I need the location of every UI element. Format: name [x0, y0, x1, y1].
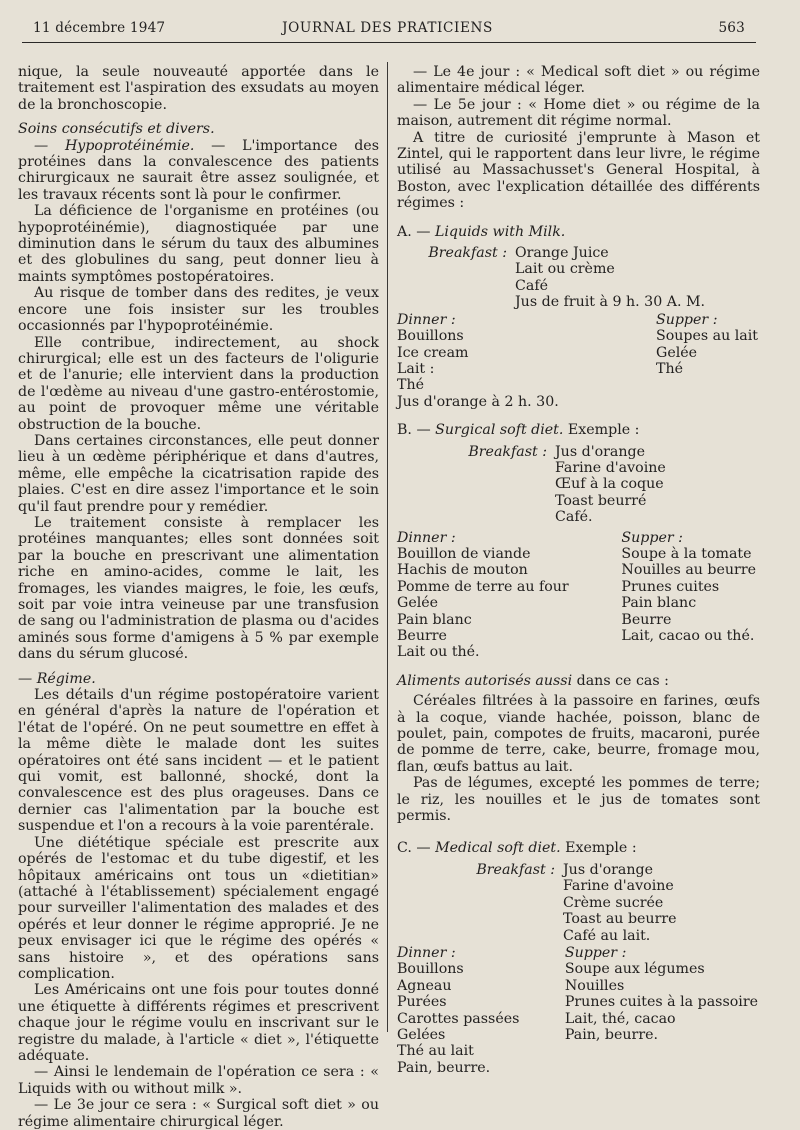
menu-item: Pain blanc	[621, 595, 697, 612]
subsection-title-text: — Régime.	[18, 670, 96, 687]
menu-item: Farine d'avoine	[563, 878, 674, 895]
menu-item: Jus de fruit à 9 h. 30 A. M.	[515, 294, 706, 311]
menu-item: Pain, beurre.	[397, 1059, 491, 1076]
section-label: B. —	[397, 422, 431, 439]
journal-title: JOURNAL DES PRATICIENS	[282, 20, 493, 36]
paragraph: — Le 4e jour : « Medical soft diet » ou régime alimentaire médical léger.	[397, 64, 760, 97]
section-label: C. —	[397, 840, 431, 857]
right-column	[397, 64, 760, 1076]
paragraph: Le traitement consiste à remplacer les protéines manquantes; elles sont données soit par la bouche en prescrivant une alimentation riche en amino-acides, comme le lait, les fromages, les viandes maigres, le foie, les œufs, soit par voie intra veineuse par une transfusion de sang ou l'administration de plasma ou d'acides aminés sous forme d'amigens à 5 % par exemple dans du sérum glucosé.	[18, 514, 379, 663]
breakfast-label: Breakfast :	[428, 245, 507, 262]
diet-section-title	[397, 422, 760, 438]
menu-item: Pain, beurre.	[564, 1026, 659, 1043]
menu-item: Carottes passées	[397, 1010, 520, 1027]
menu-item: Soupes au lait	[655, 328, 758, 345]
supper-label: Supper :	[621, 529, 683, 546]
paragraph: Une diététique spéciale est prescrite aux opérés de l'estomac et du tube digestif, et les hôpitaux américains ont tous un «dietitian» (attaché à l'établissement) spécialement engagé pour surveiller l'alimentation des malades et des opérés et leur donner le régime approprié. Je ne peux envisager ici que le régime des opérés « sans histoire », et des opérations sans complication.	[18, 834, 379, 982]
paragraph: La déficience de l'organisme en protéines (ou hypoprotéinémie), diagnostiquée par une diminution dans le sérum du taux des albumines et des globulines du sang, peut donner lieu à maints symptômes postopératoires.	[18, 203, 379, 285]
menu-item: Gelées	[397, 1026, 446, 1043]
paragraph: Pas de légumes, excepté les pommes de terre; le riz, les nouilles et le jus de tomates sont permis.	[397, 775, 760, 825]
menu-item: Agneau	[397, 977, 452, 994]
paragraph: Les Américains ont une fois pour toutes donné une étiquette à différents régimes et prescrivent chaque jour le régime voulu en inscrivant sur le registre du malade, à l'article « diet », l'étiquette adéquate.	[18, 982, 379, 1064]
section-name: Medical soft diet.	[435, 840, 561, 857]
paragraph: A titre de curiosité j'emprunte à Mason et Zintel, qui le rapportent dans leur livre, le régime utilisé au Massachusset's General Hospital, à Boston, avec l'explication détaillée des différents régimes :	[397, 129, 760, 212]
menu-item: Purées	[397, 994, 447, 1011]
menu-item: Bouillons	[397, 328, 464, 345]
menu-item: Lait, thé, cacao	[564, 1010, 676, 1027]
left-column	[18, 64, 379, 1130]
breakfast-list	[555, 862, 677, 944]
dinner-label: Dinner :	[397, 311, 456, 328]
section-name: Liquids with Milk.	[434, 223, 566, 240]
menu-item: Gelée	[655, 344, 698, 361]
menu-item: Beurre	[397, 628, 447, 644]
breakfast-block	[397, 245, 760, 311]
menu-item: Thé	[397, 377, 424, 394]
menu-item: Prunes cuites à la passoire	[564, 994, 758, 1011]
running-header	[30, 17, 745, 39]
paragraph: Céréales filtrées à la passoire en farines, œufs à la coque, viande hachée, poisson, blanc de poulet, pain, compotes de fruits, macaroni, purée de pomme de terre, cake, beurre, fromage mou, flan, œufs battus au lait.	[397, 693, 760, 775]
menu-item: Crème sucrée	[563, 894, 664, 911]
issue-date: 11 décembre 1947	[33, 20, 166, 36]
menu-item: Lait ou crème	[515, 261, 615, 278]
menu-item: Gelée	[397, 595, 439, 612]
menu-item: Pain blanc	[397, 611, 472, 628]
subsection-title: — Hypoprotéinémie.	[34, 137, 195, 154]
supper-list	[621, 530, 756, 661]
section-suffix: Exemple :	[560, 840, 637, 857]
menu-item: Toast au beurre	[563, 911, 677, 928]
menu-item: Café au lait.	[563, 927, 651, 944]
header-rule	[22, 42, 756, 43]
subsection-title	[18, 671, 379, 687]
dinner-list	[397, 530, 569, 661]
menu-item: Lait ou thé.	[397, 644, 480, 661]
breakfast-list	[507, 245, 705, 311]
trailing-note: Jus d'orange à 2 h. 30.	[397, 393, 559, 410]
allowed-foods-heading	[397, 673, 760, 689]
menu-item: Nouilles au beurre	[621, 562, 756, 579]
paragraph: — Ainsi le lendemain de l'opération ce sera : « Liquids with ou without milk ».	[18, 1064, 379, 1097]
menu-item: Jus d'orange	[563, 861, 653, 878]
breakfast-label: Breakfast :	[476, 861, 555, 878]
section-label: A. —	[397, 223, 431, 240]
supper-label: Supper :	[655, 311, 718, 328]
menu-item: Orange Juice	[515, 245, 609, 262]
menu-item: Soupe à la tomate	[621, 545, 752, 562]
breakfast-label: Breakfast :	[468, 443, 547, 460]
diet-section-c	[397, 840, 760, 1076]
dinner-label: Dinner :	[397, 529, 456, 546]
section-heading: Soins consécutifs et divers.	[18, 121, 215, 138]
diet-section-title	[397, 224, 760, 240]
menu-item: Café	[515, 277, 548, 294]
menu-item: Café.	[555, 509, 593, 526]
allowed-foods-title: Aliments autorisés aussi	[397, 672, 573, 689]
menu-item: Jus d'orange	[555, 443, 645, 460]
paragraph	[18, 138, 379, 204]
menu-item: Lait, cacao ou thé.	[621, 628, 755, 644]
breakfast-list	[547, 444, 666, 526]
menu-item: Soupe aux légumes	[564, 961, 705, 978]
dinner-list	[397, 312, 469, 394]
menu-item: Thé au lait	[397, 1043, 474, 1060]
diet-section-a	[397, 224, 760, 410]
section-name: Surgical soft diet.	[435, 422, 564, 439]
menu-item: Farine d'avoine	[555, 459, 666, 476]
menu-item: Hachis de mouton	[397, 562, 528, 579]
paragraph: — Le 5e jour : « Home diet » ou régime de la maison, autrement dit régime normal.	[397, 96, 760, 130]
paragraph: Elle contribue, indirectement, au shock chirurgical; elle est un des facteurs de l'oligurie et de l'anurie; elle intervient dans la production de l'œdème au niveau d'une gastro-entérostomie, au point de provoquer même une véritable obstruction de la bouche.	[18, 334, 379, 433]
diet-section-b	[397, 422, 760, 661]
supper-label: Supper :	[564, 944, 627, 961]
dinner-list	[397, 945, 519, 1076]
paragraph: Les détails d'un régime postopératoire varient en général d'après la nature de l'opération et l'état de l'opéré. On ne peut soumettre en effet à la même diète le malade dont les suites opératoires ont été sans incident — et le patient qui vomit, est ballonné, shocké, dont la convalescence est des plus orageuses. Dans ce dernier cas l'alimentation par la bouche est suspendue et l'on a recours à la voie parentérale.	[18, 687, 379, 835]
menu-item: Œuf à la coque	[555, 476, 664, 493]
paragraph: — Le 3e jour ce sera : « Surgical soft diet » ou régime alimentaire chirurgical léger.	[18, 1097, 379, 1130]
menu-item: Bouillon de viande	[397, 545, 531, 562]
dinner-supper-block	[397, 312, 760, 394]
menu-item: Pomme de terre au four	[397, 578, 569, 595]
dinner-label: Dinner :	[397, 944, 456, 961]
menu-item: Toast beurré	[555, 492, 647, 509]
menu-item: Nouilles	[564, 977, 625, 994]
menu-item: Bouillons	[397, 961, 464, 978]
allowed-foods-suffix: dans ce cas :	[572, 672, 669, 689]
paragraph: Dans certaines circonstances, elle peut donner lieu à un œdème périphérique et dans d'autres, même, elle empêche la cicatrisation rapide des plaies. C'est en dire assez l'importance et le soin qu'il faut prendre pour y remédier.	[18, 432, 379, 515]
menu-item: Ice cream	[397, 344, 469, 361]
column-divider	[387, 62, 388, 1032]
paragraph: nique, la seule nouveauté apportée dans le traitement est l'aspiration des exsudats au moyen de la bronchoscopie.	[18, 64, 379, 113]
dinner-supper-block	[397, 945, 760, 1076]
menu-item: Beurre	[621, 611, 672, 628]
breakfast-block	[397, 862, 760, 944]
paragraph: Au risque de tomber dans des redites, je veux encore une fois insister sur les troubles occasionnés par l'hypoprotéinémie.	[18, 285, 379, 335]
diet-section-title	[397, 840, 760, 856]
menu-item: Prunes cuites	[621, 578, 720, 595]
supper-list	[656, 312, 758, 394]
supper-list	[565, 945, 758, 1076]
dinner-supper-block	[397, 530, 760, 661]
breakfast-block	[397, 444, 760, 526]
menu-item: Lait :	[397, 360, 435, 377]
paragraph-text: — L'importance des protéines dans la convalescence des patients chirurgicaux ne saurait être assez soulignée, et les travaux récents sont là pour le confirmer.	[18, 137, 379, 203]
menu-item: Thé	[655, 360, 683, 377]
section-suffix: Exemple :	[563, 422, 640, 439]
page-number: 563	[718, 20, 745, 36]
